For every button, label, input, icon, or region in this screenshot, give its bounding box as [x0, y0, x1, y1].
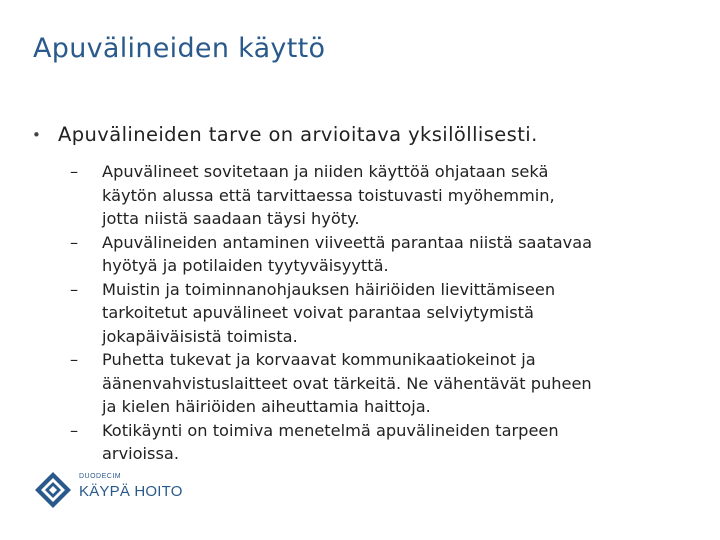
- sub-bullet-item: [70, 278, 690, 349]
- slide-title: Apuvälineiden käyttö: [33, 33, 326, 64]
- diamond-logo-icon: [33, 470, 73, 510]
- dash-marker: –: [70, 279, 79, 299]
- sub-bullet-line: jotta niistä saadaan täysi hyöty.: [102, 209, 360, 228]
- sub-bullet-item: [70, 419, 690, 466]
- logo-main-text: KÄYPÄ HOITO: [79, 483, 183, 500]
- sub-bullet-item: [70, 348, 690, 419]
- sub-bullet-line: Kotikäynti on toimiva menetelmä apuvälineiden tarpeen: [102, 420, 559, 440]
- logo-small-text: DUODECIM: [79, 473, 122, 480]
- sub-bullet-line: hyötyä ja potilaiden tyytyväisyyttä.: [102, 256, 389, 275]
- sub-bullet-line: ja kielen häiriöiden aiheuttamia haittoja.: [102, 397, 431, 416]
- sub-bullet-item: [70, 231, 690, 278]
- sub-bullet-line: Puhetta tukevat ja korvaavat kommunikaatiokeinot ja: [102, 350, 536, 369]
- main-bullet-text: Apuvälineiden tarve on arvioitava yksilöllisesti.: [58, 123, 538, 146]
- sub-bullet-line: Apuvälineiden antaminen viiveettä parantaa niistä saatavaa: [102, 232, 593, 252]
- kaypa-hoito-logo: [33, 466, 183, 512]
- bullet-marker: •: [32, 126, 41, 144]
- dash-marker: –: [70, 350, 79, 369]
- sub-bullet-line: jokapäiväisistä toimista.: [102, 326, 298, 346]
- dash-marker: –: [70, 420, 79, 440]
- sub-bullet-list: [70, 160, 690, 466]
- sub-bullet-line: Muistin ja toiminnanohjauksen häiriöiden lievittämiseen: [102, 279, 556, 299]
- sub-bullet-line: tarkoitetut apuvälineet voivat parantaa selviytymistä: [102, 303, 534, 322]
- dash-marker: –: [70, 162, 79, 181]
- sub-bullet-line: äänenvahvistuslaitteet ovat tärkeitä. Ne vähentävät puheen: [102, 373, 592, 393]
- dash-marker: –: [70, 232, 79, 252]
- sub-bullet-item: [70, 160, 690, 231]
- sub-bullet-line: arvioissa.: [102, 444, 179, 463]
- sub-bullet-line: Apuvälineet sovitetaan ja niiden käyttöä ohjataan sekä: [102, 162, 549, 181]
- sub-bullet-line: käytön alussa että tarvittaessa toistuvasti myöhemmin,: [102, 185, 555, 205]
